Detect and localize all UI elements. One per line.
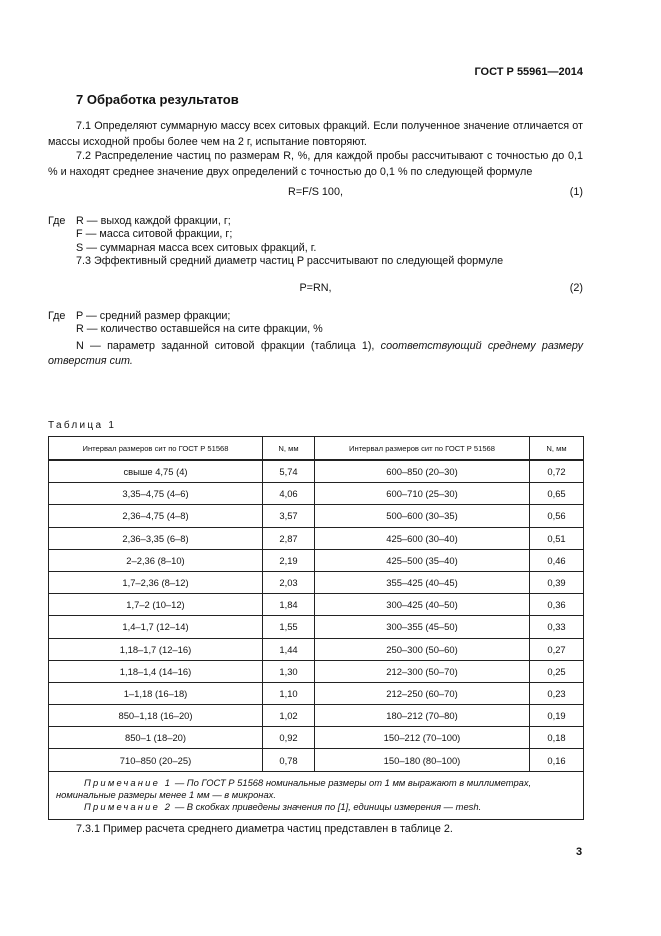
- table-cell: 1,4–1,7 (12–14): [49, 616, 263, 638]
- table-cell: 2,19: [263, 549, 315, 571]
- where-1-lead: Где: [48, 215, 66, 227]
- table-cell: 1,10: [263, 682, 315, 704]
- table-cell: 500–600 (30–35): [315, 505, 530, 527]
- table-cell: 180–212 (70–80): [315, 705, 530, 727]
- table-cell: 1,84: [263, 594, 315, 616]
- table-cell: 355–425 (40–45): [315, 571, 530, 593]
- table-cell: 1,7–2 (10–12): [49, 594, 263, 616]
- table-cell: 1,02: [263, 705, 315, 727]
- table-row: [49, 749, 584, 771]
- table-cell: 0,18: [530, 727, 584, 749]
- table-row: [49, 483, 584, 505]
- paragraph-7-1: 7.1 Определяют суммарную массу всех ситовых фракций. Если полученное значение отличается от массы исходной пробы более чем на 2 г, испытание повторяют.: [48, 120, 583, 148]
- table-cell: 0,16: [530, 749, 584, 771]
- table-cell: 2,03: [263, 571, 315, 593]
- table-cell: 1,18–1,4 (14–16): [49, 660, 263, 682]
- formula-2-expression: P=RN,: [299, 282, 332, 294]
- table-cell: 212–250 (60–70): [315, 682, 530, 704]
- table-cell: 2,36–3,35 (6–8): [49, 527, 263, 549]
- where-1-item: S — суммарная масса всех ситовых фракций, г.: [76, 241, 317, 254]
- table-cell: 212–300 (50–70): [315, 660, 530, 682]
- table-row: [49, 527, 584, 549]
- column-header: Интервал размеров сит по ГОСТ Р 51568: [49, 437, 263, 461]
- table-row: [49, 682, 584, 704]
- section-title: 7 Обработка результатов: [76, 92, 239, 107]
- table-caption: Таблица 1: [48, 420, 117, 431]
- table-cell: 0,19: [530, 705, 584, 727]
- where-block-1: [48, 215, 583, 255]
- table-cell: 3,57: [263, 505, 315, 527]
- table-row: [49, 616, 584, 638]
- paragraph-7-3-1: 7.3.1 Пример расчета среднего диаметра частиц представлен в таблице 2.: [76, 823, 453, 835]
- formula-1-expression: R=F/S 100,: [288, 186, 343, 198]
- table-row: [49, 549, 584, 571]
- table-cell: 600–850 (20–30): [315, 460, 530, 483]
- table-row: [49, 638, 584, 660]
- table-cell: 150–212 (70–100): [315, 727, 530, 749]
- where-2-item: P — средний размер фракции;: [76, 310, 231, 322]
- formula-2-number: (2): [569, 282, 583, 294]
- table-cell: 0,27: [530, 638, 584, 660]
- sieve-table: [48, 436, 584, 820]
- table-cell: 0,33: [530, 616, 584, 638]
- table-cell: 0,46: [530, 549, 584, 571]
- where-block-2: [48, 310, 583, 369]
- table-cell: 0,51: [530, 527, 584, 549]
- table-cell: 0,36: [530, 594, 584, 616]
- page-number: 3: [576, 846, 583, 858]
- table-cell: 710–850 (20–25): [49, 749, 263, 771]
- table-cell: 4,06: [263, 483, 315, 505]
- table-cell: 600–710 (25–30): [315, 483, 530, 505]
- table-cell: 0,92: [263, 727, 315, 749]
- table-cell: 425–500 (35–40): [315, 549, 530, 571]
- table-cell: 2–2,36 (8–10): [49, 549, 263, 571]
- table-row: [49, 594, 584, 616]
- table-row: [49, 660, 584, 682]
- formula-1-number: (1): [569, 186, 583, 198]
- column-header: N, мм: [263, 437, 315, 461]
- table-cell: 5,74: [263, 460, 315, 483]
- table-cell: 0,23: [530, 682, 584, 704]
- where-1-item: R — выход каждой фракции, г;: [76, 215, 231, 227]
- table-cell: 3,35–4,75 (4–6): [49, 483, 263, 505]
- table-cell: 425–600 (30–40): [315, 527, 530, 549]
- table-row: [49, 505, 584, 527]
- table-cell: 2,36–4,75 (4–8): [49, 505, 263, 527]
- where-2-item: R — количество оставшейся на сите фракции, %: [76, 323, 323, 336]
- table-note-2: Примечание 2 — В скобках приведены значения по [1], единицы измерения — mesh.: [84, 801, 482, 813]
- table-cell: 0,65: [530, 483, 584, 505]
- table-cell: 1,7–2,36 (8–12): [49, 571, 263, 593]
- table-row: [49, 460, 584, 483]
- table-cell: 1,30: [263, 660, 315, 682]
- table-row: [49, 571, 584, 593]
- table-cell: 850–1,18 (16–20): [49, 705, 263, 727]
- table-cell: 250–300 (50–60): [315, 638, 530, 660]
- column-header: Интервал размеров сит по ГОСТ Р 51568: [315, 437, 530, 461]
- table-cell: 850–1 (18–20): [49, 727, 263, 749]
- table-cell: 1,44: [263, 638, 315, 660]
- column-header: N, мм: [530, 437, 584, 461]
- where-2-item-n: N — параметр заданной ситовой фракции (таблица 1), соответствующий среднему размеру отверстия сит.: [48, 339, 583, 367]
- table-cell: 0,78: [263, 749, 315, 771]
- table-cell: свыше 4,75 (4): [49, 460, 263, 483]
- paragraph-7-2: 7.2 Распределение частиц по размерам R, %, для каждой пробы рассчитывают с точностью до 0,1 % и находят среднее значение двух определений с точностью до 0,1 % по следующей формуле: [48, 150, 583, 178]
- table-cell: 1–1,18 (16–18): [49, 682, 263, 704]
- table-note-1: Примечание 1 — По ГОСТ Р 51568 номинальные размеры от 1 мм выражают в миллиметрах, номинальные размеры менее 1 мм — в микронах.: [56, 776, 532, 801]
- table-notes-row: [49, 771, 584, 819]
- document-code: ГОСТ Р 55961—2014: [474, 66, 583, 78]
- table-cell: 2,87: [263, 527, 315, 549]
- table-cell: 1,18–1,7 (12–16): [49, 638, 263, 660]
- where-2-lead: Где: [48, 310, 66, 322]
- table-cell: 0,39: [530, 571, 584, 593]
- paragraph-7-3: 7.3 Эффективный средний диаметр частиц P рассчитывают по следующей формуле: [76, 255, 504, 267]
- table-header-row: [49, 437, 584, 461]
- table-cell: 300–425 (40–50): [315, 594, 530, 616]
- table-cell: 300–355 (45–50): [315, 616, 530, 638]
- table-notes: [49, 771, 584, 819]
- table-cell: 0,25: [530, 660, 584, 682]
- table-row: [49, 705, 584, 727]
- table-cell: 150–180 (80–100): [315, 749, 530, 771]
- table-cell: 0,72: [530, 460, 584, 483]
- table-cell: 0,56: [530, 505, 584, 527]
- where-1-item: F — масса ситовой фракции, г;: [76, 228, 233, 241]
- table-row: [49, 727, 584, 749]
- table-cell: 1,55: [263, 616, 315, 638]
